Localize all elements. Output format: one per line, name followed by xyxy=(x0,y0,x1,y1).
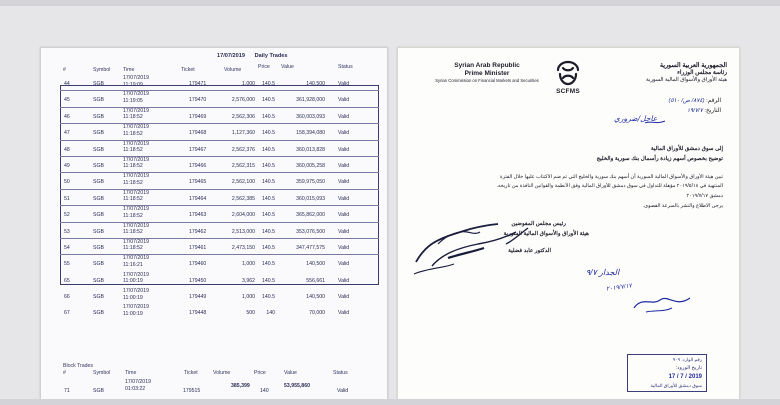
row-status: Valid xyxy=(338,97,350,104)
row-number: 46 xyxy=(64,113,70,120)
row-status: Valid xyxy=(338,310,350,317)
row-volume: 3,962 xyxy=(242,277,255,284)
row-volume: 2,473,150 xyxy=(231,244,255,251)
trades-heading xyxy=(217,53,296,59)
row-time: 11:18:52 xyxy=(123,196,143,203)
block-symbol: SGB xyxy=(93,388,104,394)
english-letterhead xyxy=(412,62,562,83)
stamp-date-digits: 2019 / 7 / 17 xyxy=(668,374,702,380)
row-status: Valid xyxy=(338,81,350,87)
row-time: 11:18:52 xyxy=(123,245,143,252)
row-ticket: 179468 xyxy=(189,130,207,137)
row-status: Valid xyxy=(338,162,350,169)
commission-letter xyxy=(397,47,740,400)
handwritten-signature-icon xyxy=(628,288,698,318)
row-time: 11:18:52 xyxy=(123,147,143,154)
row-price: 140 xyxy=(266,310,275,317)
row-volume: 2,604,000 xyxy=(231,212,255,219)
row-value: 360,005,258 xyxy=(296,162,325,169)
row-value: 360,003,093 xyxy=(296,113,325,120)
ar-republic: الجمهورية العربية السورية xyxy=(659,62,727,69)
row-date: 17/07/2019 xyxy=(123,124,149,131)
row-status: Valid xyxy=(338,130,350,137)
row-symbol: SGB xyxy=(93,130,104,137)
row-volume: 1,000 xyxy=(242,81,255,87)
row-price: 140.5 xyxy=(262,146,275,153)
row-ticket: 179470 xyxy=(189,97,207,104)
row-symbol: SGB xyxy=(93,294,104,301)
row-number: 45 xyxy=(64,97,70,104)
row-divider xyxy=(60,254,379,255)
row-volume: 2,513,000 xyxy=(231,228,255,235)
block-col-time: Time xyxy=(125,370,137,376)
trades-date: 17/07/2019 xyxy=(217,53,245,59)
row-price: 140.5 xyxy=(262,130,275,137)
row-date: 17/07/2019 xyxy=(123,238,149,245)
row-symbol: SGB xyxy=(93,162,104,169)
row-date: 17/07/2019 xyxy=(123,140,149,147)
row-time: 11:19:09 xyxy=(123,81,143,88)
row-date: 17/07/2019 xyxy=(123,288,149,295)
row-volume: 2,562,306 xyxy=(231,113,255,120)
row-ticket: 179469 xyxy=(189,113,207,120)
body-line-3: دمشق ٢٠١٩/٧/١٧ xyxy=(686,193,723,199)
body-line-2: المنتهية في ٢٠١٩/٥/١٨ مؤهلة للتداول في سوق دمشق للأوراق المالية وفق الأنظمة والقوانين النافذة من تاريخه. xyxy=(496,183,723,189)
row-number: 53 xyxy=(64,228,70,235)
row-number: 49 xyxy=(64,162,70,169)
trades-sheet xyxy=(40,47,388,400)
row-date: 17/07/2019 xyxy=(123,271,149,278)
row-value: 70,000 xyxy=(309,310,325,317)
row-value: 365,862,000 xyxy=(296,212,325,219)
letter-date xyxy=(687,108,721,114)
row-time: 11:18:52 xyxy=(123,114,143,121)
row-date: 17/07/2019 xyxy=(123,156,149,163)
row-price: 140.5 xyxy=(262,244,275,251)
handwritten-urgent-note: عاجل/ضروري xyxy=(614,114,658,123)
row-ticket: 179449 xyxy=(189,294,207,301)
row-symbol: SGB xyxy=(93,113,104,120)
row-divider xyxy=(60,140,379,141)
row-symbol: SGB xyxy=(93,195,104,202)
block-col-price: Price xyxy=(254,370,266,376)
row-number: 54 xyxy=(64,244,70,251)
row-symbol: SGB xyxy=(93,212,104,219)
row-divider xyxy=(60,90,379,91)
row-divider xyxy=(60,222,379,223)
block-volume: 385,399 xyxy=(231,383,250,389)
row-status: Valid xyxy=(338,261,350,268)
row-date: 17/07/2019 xyxy=(123,206,149,213)
handwritten-date: ٢٠١٩/٧/١٧ xyxy=(605,283,633,293)
date-value: ١٩/٧/٧ xyxy=(687,108,703,114)
row-volume: 2,562,315 xyxy=(231,162,255,169)
row-status: Valid xyxy=(338,179,350,186)
row-number: 52 xyxy=(64,212,70,219)
block-row xyxy=(41,377,387,397)
row-time: 11:00:19 xyxy=(123,278,143,285)
block-col-symbol: Symbol xyxy=(93,370,111,376)
row-price: 140.5 xyxy=(262,228,275,235)
row-number: 47 xyxy=(64,130,70,137)
row-symbol: SGB xyxy=(93,228,104,235)
row-ticket: 179465 xyxy=(189,179,207,186)
underline-scribble-icon xyxy=(644,118,666,126)
block-price: 140 xyxy=(260,388,269,394)
row-date: 17/07/2019 xyxy=(123,189,149,196)
row-price: 140.5 xyxy=(262,113,275,120)
row-volume: 2,562,376 xyxy=(231,146,255,153)
row-ticket: 179460 xyxy=(189,261,207,268)
row-ticket: 179463 xyxy=(189,212,207,219)
row-volume: 2,576,000 xyxy=(231,97,255,104)
signatory-body: هيئة الأوراق والأسواق المالية السورية xyxy=(503,231,589,237)
row-number: 50 xyxy=(64,179,70,186)
row-time: 11:19:05 xyxy=(123,97,143,104)
row-volume: 1,000 xyxy=(242,294,255,301)
body-line-1: تبين هيئة الأوراق والأسواق المالية السورية أن أسهم بنك سورية والخليج التي تم ضم الاكتتاب عليها خلال الفترة xyxy=(499,174,723,180)
row-divider xyxy=(60,205,379,206)
row-number: 55 xyxy=(64,261,70,268)
row-symbol: SGB xyxy=(93,146,104,153)
row-volume: 2,562,385 xyxy=(231,195,255,202)
row-time: 11:16:21 xyxy=(123,261,143,268)
row-price: 140.5 xyxy=(262,97,275,104)
row-ticket: 179450 xyxy=(189,277,207,284)
row-time: 11:18:52 xyxy=(123,163,143,170)
row-number: 65 xyxy=(64,277,70,284)
row-number: 48 xyxy=(64,146,70,153)
row-symbol: SGB xyxy=(93,179,104,186)
col-symbol: Symbol xyxy=(93,67,111,73)
col-volume: Volume xyxy=(224,67,242,73)
row-symbol: SGB xyxy=(93,277,104,284)
ref-label: الرقم: xyxy=(706,98,721,104)
col-num: # xyxy=(63,67,66,73)
block-col-ticket: Ticket xyxy=(184,370,198,376)
ref-value: (٨٧٤/ ص/ ٥١٠) xyxy=(668,98,705,104)
row-value: 140,500 xyxy=(306,294,325,301)
row-status: Valid xyxy=(338,146,350,153)
row-date: 17/07/2019 xyxy=(123,173,149,180)
row-divider xyxy=(60,189,379,190)
row-status: Valid xyxy=(338,212,350,219)
col-price: Price xyxy=(258,64,270,70)
row-ticket: 179461 xyxy=(189,244,207,251)
block-ticket: 179515 xyxy=(183,388,201,394)
row-price: 140.5 xyxy=(262,81,275,87)
block-date: 17/07/2019 xyxy=(125,379,151,385)
row-ticket: 179467 xyxy=(189,146,207,153)
block-col-num: # xyxy=(63,370,66,376)
row-symbol: SGB xyxy=(93,244,104,251)
row-divider xyxy=(60,156,379,157)
row-number: 67 xyxy=(64,310,70,317)
row-volume: 2,562,100 xyxy=(231,179,255,186)
reference-number xyxy=(669,98,721,104)
row-time: 11:18:52 xyxy=(123,212,143,219)
signatory-title: رئيس مجلس المفوضين xyxy=(511,221,566,227)
block-num: 71 xyxy=(64,388,70,394)
block-trades-title: Block Trades xyxy=(63,363,93,369)
en-prime-minister: Prime Minister xyxy=(464,70,510,77)
row-value: 158,394,080 xyxy=(296,130,325,137)
row-price: 140.5 xyxy=(262,162,275,169)
row-price: 140.5 xyxy=(262,294,275,301)
row-value: 360,015,093 xyxy=(296,195,325,202)
logo-text: SCFMS xyxy=(556,88,580,95)
row-time: 11:18:52 xyxy=(123,229,143,236)
stamp-date-value xyxy=(669,374,702,380)
row-value: 140,500 xyxy=(306,81,325,87)
row-divider xyxy=(60,238,379,239)
row-divider xyxy=(60,107,379,108)
row-date: 17/07/2019 xyxy=(123,304,149,311)
recipient-line: إلى سوق دمشق للأوراق المالية xyxy=(650,146,723,152)
handwritten-date-note: الجدار ٩/٧ xyxy=(586,268,620,277)
row-status: Valid xyxy=(338,294,350,301)
row-value: 347,477,575 xyxy=(296,244,325,251)
row-ticket: 179466 xyxy=(189,162,207,169)
row-price: 140.5 xyxy=(262,212,275,219)
official-stamp-signature xyxy=(408,214,568,284)
row-volume: 1,000 xyxy=(242,261,255,268)
row-date: 17/07/2019 xyxy=(123,91,149,98)
row-volume: 500 xyxy=(246,310,255,317)
row-number: 66 xyxy=(64,294,70,301)
en-republic: Syrian Arab Republic xyxy=(454,62,520,69)
registration-stamp xyxy=(627,354,707,392)
row-ticket: 179462 xyxy=(189,228,207,235)
en-commission: Syrian Commission on Financial Markets and Securities xyxy=(435,78,539,83)
row-divider xyxy=(60,172,379,173)
subject-line: توضيح بخصوص أسهم زيادة رأسمال بنك سورية والخليج xyxy=(596,156,723,162)
row-ticket: 179448 xyxy=(189,310,207,317)
row-volume: 1,127,360 xyxy=(231,130,255,137)
block-col-value: Value xyxy=(284,370,297,376)
col-value: Value xyxy=(281,64,294,70)
row-status: Valid xyxy=(338,113,350,120)
stamp-market-name: سوق دمشق للأوراق المالية xyxy=(650,383,702,388)
col-ticket: Ticket xyxy=(181,67,195,73)
row-price: 140.5 xyxy=(262,261,275,268)
stamp-incoming-number xyxy=(673,357,702,363)
block-status: Valid xyxy=(337,388,349,394)
table-row xyxy=(41,288,387,304)
row-ticket: 179471 xyxy=(189,81,207,87)
row-ticket: 179464 xyxy=(189,195,207,202)
block-clock: 01:03:22 xyxy=(125,386,146,392)
row-symbol: SGB xyxy=(93,310,104,317)
row-date: 17/07/2019 xyxy=(123,255,149,262)
row-value: 353,076,500 xyxy=(296,228,325,235)
row-time: 11:00:19 xyxy=(123,310,143,317)
row-time: 11:00:19 xyxy=(123,294,143,301)
row-time: 11:18:52 xyxy=(123,179,143,186)
row-date: 17/07/2019 xyxy=(123,222,149,229)
ar-commission: هيئة الأوراق والأسواق المالية السورية xyxy=(646,77,727,83)
row-price: 140.5 xyxy=(262,179,275,186)
row-value: 360,013,828 xyxy=(296,146,325,153)
row-status: Valid xyxy=(338,195,350,202)
row-symbol: SGB xyxy=(93,97,104,104)
row-value: 361,928,000 xyxy=(296,97,325,104)
date-label: التاريخ: xyxy=(704,108,721,114)
row-status: Valid xyxy=(338,277,350,284)
signatory-name: الدكتور عابد فضلية xyxy=(508,248,551,254)
col-status: Status xyxy=(338,64,353,70)
block-col-volume: Volume xyxy=(213,370,231,376)
row-price: 140.5 xyxy=(262,195,275,202)
arabic-letterhead xyxy=(577,62,727,83)
ar-prime-minister: رئاسة مجلس الوزراء xyxy=(677,70,727,76)
row-value: 359,975,050 xyxy=(296,179,325,186)
row-value: 556,661 xyxy=(306,277,325,284)
row-status: Valid xyxy=(338,244,350,251)
stamp-date-label: تاريخ الورود: xyxy=(675,365,702,371)
row-value: 140,500 xyxy=(306,261,325,268)
row-date: 17/07/2019 xyxy=(123,107,149,114)
table-row xyxy=(41,304,387,320)
row-time: 11:18:52 xyxy=(123,130,143,137)
row-status: Valid xyxy=(338,228,350,235)
stamp-incoming-label: رقم الوارد: xyxy=(681,357,702,362)
trades-title: Daily Trades xyxy=(254,53,288,59)
row-number: 44 xyxy=(64,81,70,87)
body-line-4: يرجى الاطلاع والنشر بالسرعة القصوى. xyxy=(642,203,723,209)
block-col-status: Status xyxy=(333,370,348,376)
col-time: Time xyxy=(123,67,135,73)
row-number: 51 xyxy=(64,195,70,202)
stamp-incoming-value: ٩٠٩ xyxy=(672,357,681,362)
row-date: 17/07/2019 xyxy=(123,75,149,81)
block-value: 53,955,860 xyxy=(284,383,310,389)
row-divider xyxy=(60,123,379,124)
row-symbol: SGB xyxy=(93,261,104,268)
row-price: 140.5 xyxy=(262,277,275,284)
row-symbol: SGB xyxy=(93,81,104,87)
